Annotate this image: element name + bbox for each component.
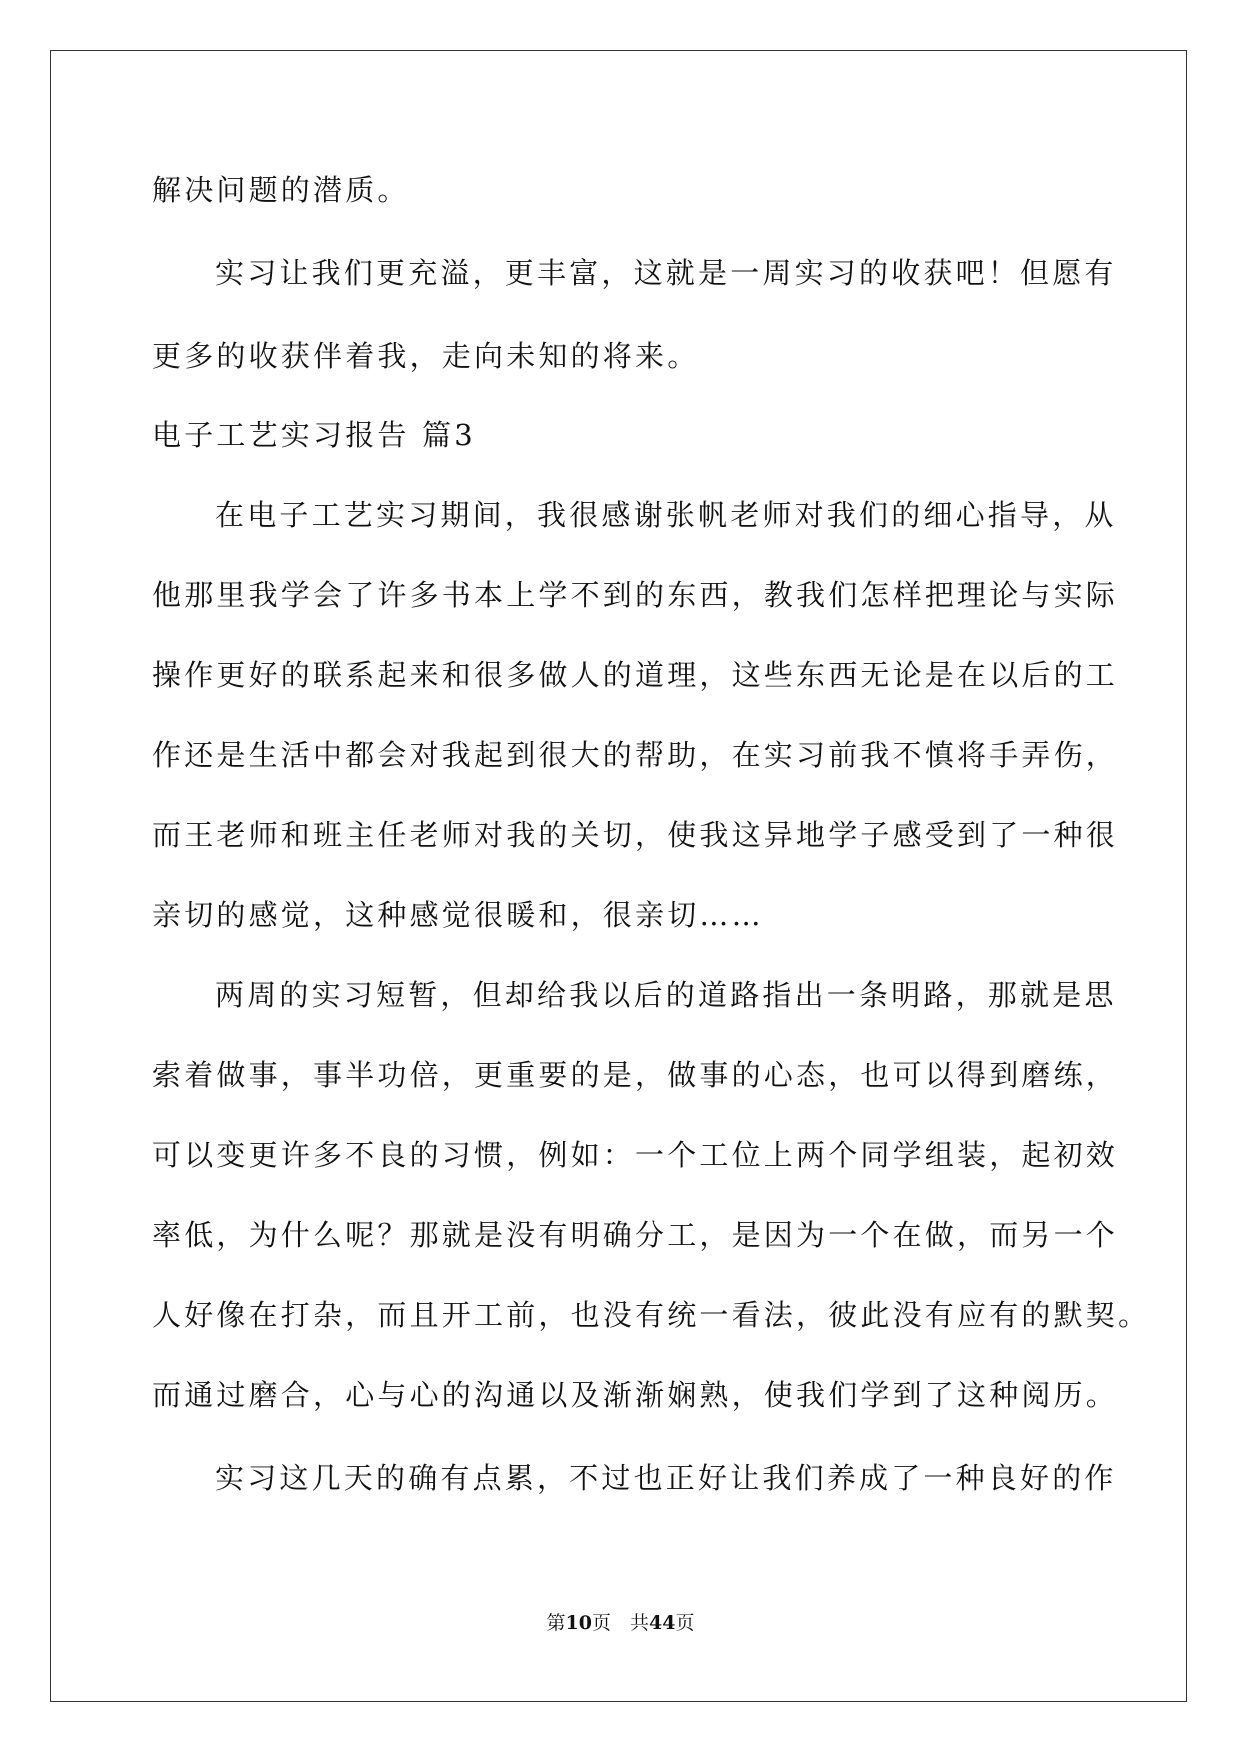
total-pages-number: 44	[649, 1612, 676, 1634]
text-line: 两周的实习短暂，但却给我以后的道路指出一条明路，那就是思	[215, 978, 1117, 1012]
text-line: 作还是生活中都会对我起到很大的帮助，在实习前我不慎将手弄伤，	[152, 738, 1119, 772]
text-line: 可以变更许多不良的习惯，例如：一个工位上两个同学组装，起初效	[152, 1138, 1119, 1172]
footer-suffix: 页	[675, 1612, 695, 1634]
text-line: 人好像在打杂，而且开工前，也没有统一看法，彼此没有应有的默契。	[152, 1298, 1151, 1332]
text-line: 他那里我学会了许多书本上学不到的东西，教我们怎样把理论与实际	[152, 578, 1119, 612]
text-line: 实习让我们更充溢，更丰富，这就是一周实习的收获吧！但愿有	[215, 256, 1117, 290]
text-line: 更多的收获伴着我，走向未知的将来。	[152, 339, 700, 373]
text-line: 亲切的感觉，这种感觉很暖和，很亲切……	[152, 898, 764, 932]
page-footer	[0, 1608, 1241, 1635]
footer-prefix: 第	[546, 1612, 566, 1634]
text-line: 索着做事，事半功倍，更重要的是，做事的心态，也可以得到磨练，	[152, 1058, 1119, 1092]
footer-middle: 页 共	[591, 1612, 649, 1634]
text-line: 操作更好的联系起来和很多做人的道理，这些东西无论是在以后的工	[152, 658, 1119, 692]
section-heading: 电子工艺实习报告 篇3	[152, 418, 476, 452]
text-line: 解决问题的潜质。	[152, 173, 410, 207]
text-line: 而王老师和班主任老师对我的关切，使我这异地学子感受到了一种很	[152, 818, 1119, 852]
current-page-number: 10	[565, 1612, 592, 1634]
text-line: 率低，为什么呢？那就是没有明确分工，是因为一个在做，而另一个	[152, 1218, 1119, 1252]
page-border	[50, 50, 1187, 1702]
text-line: 实习这几天的确有点累，不过也正好让我们养成了一种良好的作	[215, 1461, 1117, 1495]
text-line: 而通过磨合，心与心的沟通以及渐渐娴熟，使我们学到了这种阅历。	[152, 1378, 1119, 1412]
text-line: 在电子工艺实习期间，我很感谢张帆老师对我们的细心指导，从	[215, 498, 1117, 532]
